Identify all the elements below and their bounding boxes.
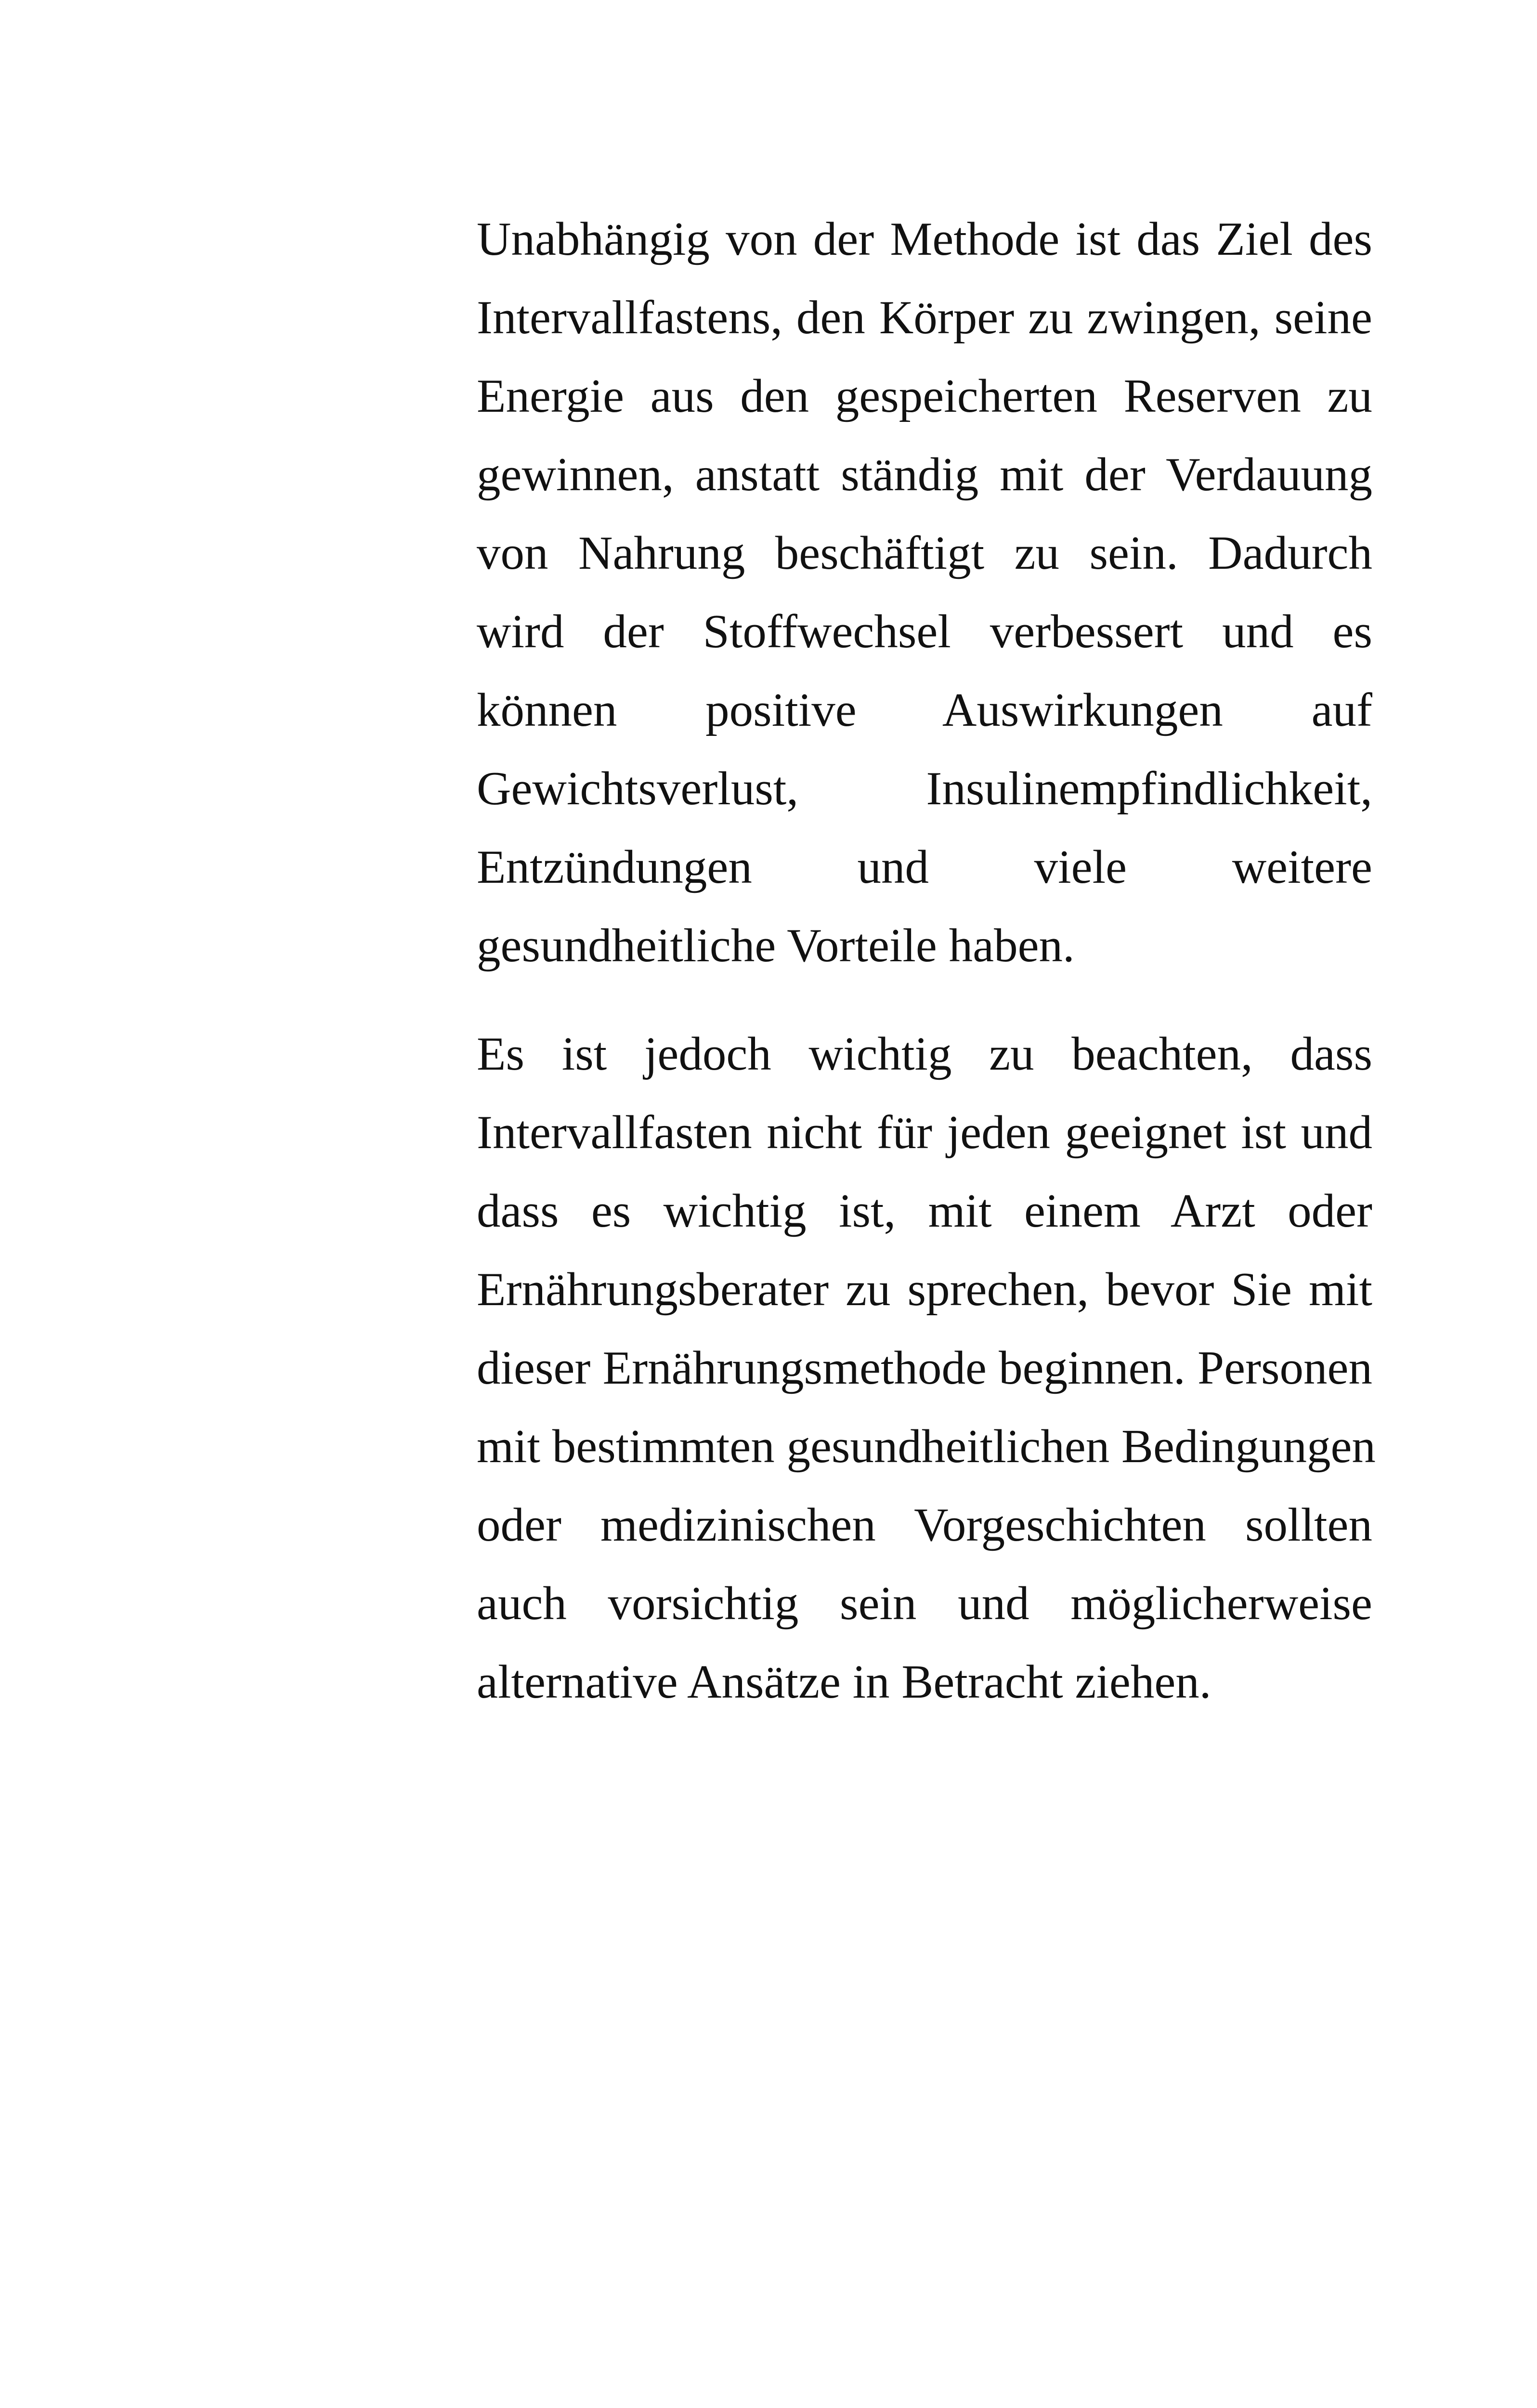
- text-line: mit bestimmten gesundheitlichen Bedingungen: [477, 1420, 1376, 1473]
- text-line: dieser Ernährungsmethode beginnen. Personen: [477, 1342, 1372, 1394]
- text-line: Intervallfasten nicht für jeden geeignet ist und: [477, 1106, 1372, 1159]
- paragraph-2: [477, 1015, 1376, 1721]
- text-line: dass es wichtig ist, mit einem Arzt oder: [477, 1185, 1372, 1237]
- body-text: [477, 200, 1376, 1721]
- text-line: gesundheitliche Vorteile haben.: [477, 919, 1075, 972]
- text-line: können positive Auswirkungen auf: [477, 684, 1372, 736]
- text-line: Gewichtsverlust, Insulinempfindlichkeit,: [477, 762, 1372, 815]
- text-line: gewinnen, anstatt ständig mit der Verdauung: [477, 448, 1372, 501]
- text-line: wird der Stoffwechsel verbessert und es: [477, 605, 1372, 658]
- text-line: auch vorsichtig sein und möglicherweise: [477, 1577, 1372, 1630]
- text-line: Ernährungsberater zu sprechen, bevor Sie mit: [477, 1263, 1372, 1316]
- text-line: von Nahrung beschäftigt zu sein. Dadurch: [477, 527, 1372, 579]
- text-line: Unabhängig von der Methode ist das Ziel des: [477, 213, 1372, 265]
- text-line: Energie aus den gespeicherten Reserven zu: [477, 370, 1372, 422]
- text-line: Es ist jedoch wichtig zu beachten, dass: [477, 1028, 1372, 1080]
- paragraph-1: [477, 200, 1372, 985]
- text-line: Intervallfastens, den Körper zu zwingen, seine: [477, 291, 1372, 344]
- text-line: oder medizinischen Vorgeschichten sollten: [477, 1499, 1372, 1551]
- text-line: Entzündungen und viele weitere: [477, 841, 1372, 893]
- text-line: alternative Ansätze in Betracht ziehen.: [477, 1656, 1211, 1708]
